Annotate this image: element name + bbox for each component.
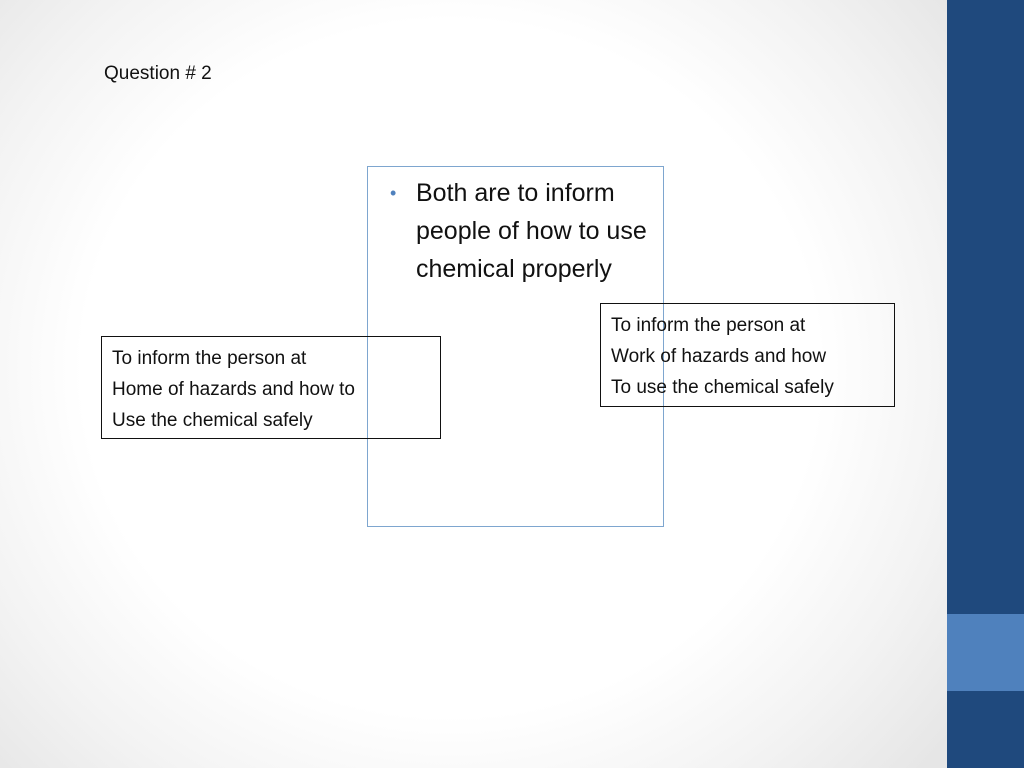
left-note-line-1: To inform the person at: [112, 348, 307, 369]
bullet-item: [390, 174, 658, 288]
right-note-line-3: To use the chemical safely: [611, 377, 834, 398]
slide-title: Question # 2: [104, 63, 212, 84]
right-accent-block: [947, 614, 1024, 691]
right-note-line-1: To inform the person at: [611, 315, 806, 336]
bullet-marker: •: [390, 183, 397, 203]
right-note-line-2: Work of hazards and how: [611, 346, 827, 367]
right-note-box: [600, 303, 895, 407]
left-note-line-3: Use the chemical safely: [112, 410, 313, 431]
left-note-box: [101, 336, 441, 439]
bullet-text: Both are to inform people of how to use chemical properly: [416, 179, 647, 283]
left-note-line-2: Home of hazards and how to: [112, 379, 355, 400]
